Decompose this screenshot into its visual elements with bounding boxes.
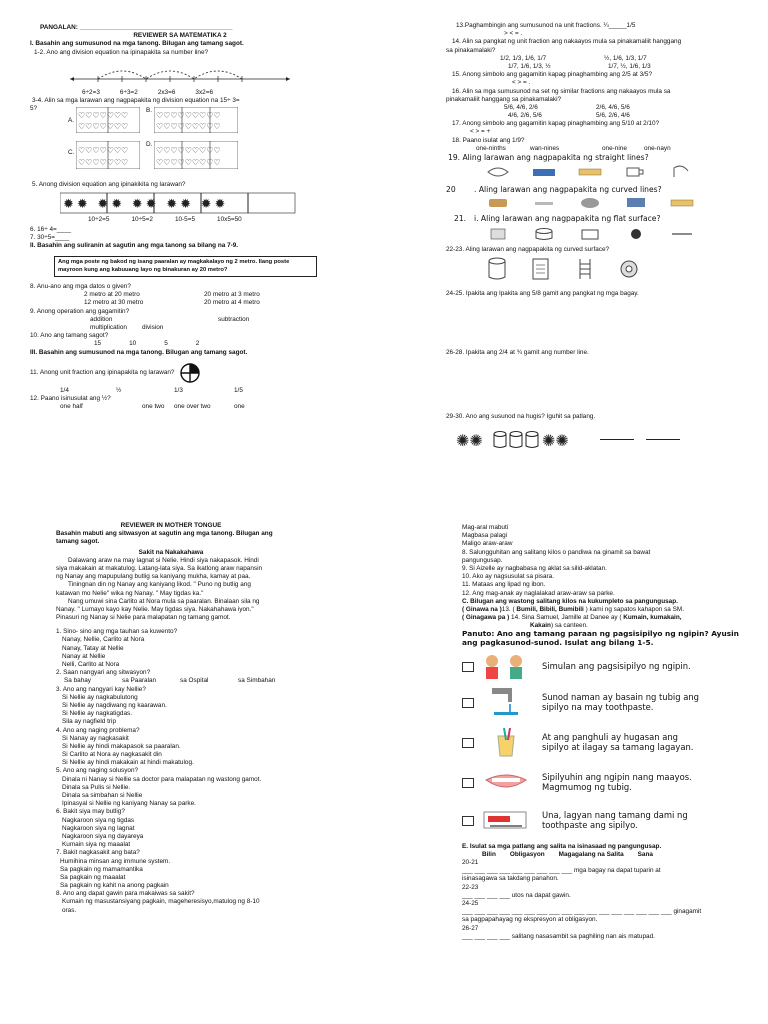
q8-option-1: 2 metro at 20 metro <box>84 291 140 299</box>
can-picture <box>532 227 556 241</box>
q10-option-3: 5 <box>164 340 168 348</box>
q10-option-4: 2 <box>195 340 200 348</box>
panuto-instruction: Panuto: Ano ang tamang paraan ng pagsisipilyo ng ngipin? Ayusin ang pagkasunod-sunod. Isulat ang bilang 1-5. <box>462 629 739 647</box>
math-q19: 19. Aling larawan ang nagpapakita ng straight lines? <box>448 153 649 162</box>
kids-brushing-picture <box>478 653 534 681</box>
mt-q6-option: Nagkaroon siya ng tigdas <box>62 816 135 824</box>
q10-option-1: 15 <box>94 340 102 348</box>
answer-blank-2[interactable] <box>646 439 680 440</box>
grouped-sun-picture <box>60 192 300 214</box>
math-q16-cont: pinakamaliit hanggang sa pinakamalaki? <box>446 95 562 103</box>
svg-text:♡♡♡♡♡♡♡♡♡: ♡♡♡♡♡♡♡♡♡ <box>156 146 221 156</box>
story-line: Pinasuri ng Nanay si Nelie para malapatan ng tamang gamot. <box>56 614 231 622</box>
story-line: Tiningnan din ng Nanay ang kaniyang likod. " Puno ng butlig ang <box>68 581 251 589</box>
word-list-item: Maligo araw-araw <box>462 540 513 548</box>
q8-option-4: 20 metro at 4 metro <box>204 299 260 307</box>
toothpaste-picture <box>478 806 534 836</box>
c14-choice-last: Kakain <box>530 622 551 630</box>
math-q17: 17. Anong simbolo ang gagamitin kapag pinaghambing ang 5/10 at 2/10? <box>452 120 660 128</box>
svg-text:✺✺: ✺✺ <box>542 432 569 450</box>
e20-blanks: ___ ___ ___ ___ ___ ___ ___ ___ ___ mga bagay na dapat tuparin at <box>462 867 661 875</box>
math-q15: 15. Anong simbolo ang gagamitin kapag pinaghambing ang 2/5 at 3/5? <box>452 71 653 79</box>
math-q24: 24-25. Ipakita ang Ipakita ang 5/8 gamit ang pangkat ng mga bagay. <box>446 290 639 298</box>
math-q12: 12. Paano isinusulat ang ½? <box>30 394 111 402</box>
q11-option-2: ½ <box>116 386 122 394</box>
mt-q1-option: Nanay, Nellie, Carlito at Nora <box>62 636 145 644</box>
math-q21: i. Aling larawan ang nagpapakita ng flat surface? <box>474 214 661 224</box>
mt-q3-option: Si Nellie ay nagkabulutong <box>62 693 138 701</box>
c13-suffix: ) kami ng sapatos kahapon sa SM. <box>583 605 685 613</box>
step-answer-box[interactable] <box>462 778 474 788</box>
mt-q3-option: Si Nellie ay nagkatigdas. <box>62 710 132 718</box>
q16-option-3: 4/6, 2/6, 5/6 <box>508 112 542 120</box>
step-text: Simulan ang pagsisipilyo ng ngipin. <box>542 660 691 671</box>
q16-option-2: 2/6, 4/6, 5/6 <box>596 103 630 111</box>
mt-q2-option: Sa bahay <box>64 677 92 685</box>
mt-q6-option: Kumain siya ng maaalat <box>62 841 131 849</box>
q8-option-3: 12 metro at 30 metro <box>84 299 144 307</box>
math-q13: 13.Paghambingin ang sumusunod na unit fractions. ¼_____1/5 <box>456 22 636 29</box>
q18-option-3: one-nine <box>602 144 627 152</box>
q12-option-3: one over two <box>174 403 211 411</box>
e24-label: 24-25 <box>462 900 479 908</box>
q14-option-4: 1/7, ½, 1/6, 1/3 <box>608 62 651 70</box>
q17-symbols: < > = + <box>470 128 491 136</box>
ladder-picture <box>574 257 596 281</box>
option-d-label: D. <box>146 141 153 149</box>
story-text <box>30 557 312 623</box>
step-text: Una, lagyan nang tamang dami ng toothpaste ang sipilyo. <box>542 810 688 830</box>
q9-option-1: addition <box>90 315 113 323</box>
pencil-picture <box>670 227 694 241</box>
mt-q5-option: Dinala sa simbahan si Nellie <box>62 792 143 799</box>
svg-text:♡♡♡♡♡♡♡: ♡♡♡♡♡♡♡ <box>78 146 129 156</box>
math-q9: 9. Anong operation ang gagamitin? <box>30 307 130 315</box>
heart-grid-a <box>76 107 140 133</box>
mt-q2-option: sa Simbahan <box>238 677 276 685</box>
story-line: katawan mo Nelie" wika ng Nanay. " May tigdas ka." <box>56 589 204 597</box>
math-q20: . Aling larawan ang nagpapakita ng curved lines? <box>474 184 662 194</box>
math-q16: 16. Alin sa mga sumusunod na set ng similar fractions ang nakaayos mula sa <box>452 87 671 95</box>
math-q10: 10. Ano ang tamang sagot? <box>30 332 109 340</box>
ball-picture <box>624 227 648 241</box>
math-q26: 26-28. Ipakita ang 2/4 at ¾ gamit ang number line. <box>446 348 589 356</box>
e24-blanks: ___ ___ ___ ___ ___ ___ ___ ___ ___ ___ ___ ___ ___ ___ ___ ___ ___ ginagamit <box>462 908 702 916</box>
q9-option-2: subtraction <box>218 315 250 323</box>
division-pictures <box>68 107 330 171</box>
svg-text:♡♡♡♡♡♡♡: ♡♡♡♡♡♡♡ <box>78 111 129 121</box>
step-text: Sunod naman ay basain ng tubig ang sipilyo na may toothpaste. <box>542 692 699 712</box>
mt-q1-option: Nanay at Nellie <box>62 652 106 660</box>
q14-option-2: ½, 1/6, 1/3, 1/7 <box>604 54 647 62</box>
math-q14-cont: sa pinakamalaki? <box>446 46 496 54</box>
mt-q5-option: Dinala ni Nanay si Nellie sa doctor para malapatan ng wastong gamot. <box>62 775 262 783</box>
c14-prefix: 14. Sina Samuel, Jamille at Danee ay ( <box>509 614 624 622</box>
q9-option-3: multiplication <box>90 324 127 331</box>
story-line: Dalawang araw na may lagnat si Nelie. Hindi siya nakapasok. Hindi <box>68 556 259 564</box>
heart-grid-b <box>154 107 238 133</box>
math-left-column <box>30 24 330 411</box>
quartered-circle-icon <box>180 363 200 383</box>
e24-definition: sa pagpapahayag ng ekspresyon at obligasyon. <box>462 916 598 924</box>
mt-q6: 6. Bakit siya may butlig? <box>56 808 125 816</box>
heart-grid-c <box>76 141 140 169</box>
story-line: Nanay. " Lumayo kayo kay Nelie. May tigdas siya. Nakahahawa iyon." <box>56 605 254 613</box>
q14-option-3: 1/7, 1/6, 1/3, ½ <box>508 62 551 70</box>
step-answer-box[interactable] <box>462 662 474 672</box>
pattern-shapes <box>456 429 588 451</box>
number-line-option-2: 6÷3=2 <box>119 88 138 96</box>
math-q1: 1-2. Ano ang division equation na ipinapakita sa number line? <box>34 48 209 56</box>
c13-prefix: 13. ( <box>501 605 517 613</box>
math-q29: 29-30. Ano ang susunod na hugis? Iguhit sa patlang. <box>446 412 596 420</box>
q8-option-2: 20 metro at 3 metro <box>204 291 260 299</box>
q16-option-4: 5/6, 2/6, 4/6 <box>596 112 630 120</box>
mt-q2-option: sa Ospital <box>180 677 209 685</box>
q21-number: 21. <box>454 214 467 224</box>
q5-option-2: 10÷5=2 <box>131 215 153 223</box>
ruler-picture <box>578 166 602 178</box>
mt-q1-option: Nelli, Carlito at Nora <box>62 661 120 668</box>
mt-q8-option: Kumain ng masustansiyang pagkain, mageheresisyo,matulog ng 8-10 <box>62 898 260 906</box>
mt-q6-option: Nagkaroon siya ng lagnat <box>62 824 135 832</box>
q22-pictures <box>446 256 746 282</box>
toothbrush-steps <box>462 651 748 839</box>
math-q22: 22-23. Aling larawan ang nagpapakita ng curved surface? <box>446 246 610 254</box>
bus-picture <box>624 196 648 210</box>
math-right-column <box>446 22 746 451</box>
water-tap-picture <box>478 686 534 720</box>
q12-option-2: one two <box>142 403 165 411</box>
q10-option-2: 10 <box>129 340 137 348</box>
option-b-label: B. <box>146 107 153 115</box>
svg-text:✹✹ ✹✹ ✹✹ ✹✹ ✹✹: ✹✹ ✹✹ ✹✹ ✹✹ ✹✹ <box>63 195 229 211</box>
mt-b10: 10. Ako ay nagsusulat sa pisara. <box>462 573 555 581</box>
mt-q4-option: Si Carlito at Nora ay nagkasakit din <box>62 751 162 759</box>
mt-q2-option: sa Paaralan <box>122 677 157 685</box>
e22-label: 22-23 <box>462 883 479 891</box>
word-bank-item: Magagalang na Salita <box>558 850 624 858</box>
mt-q3: 3. Ano ang nangyari kay Nellie? <box>56 685 146 693</box>
mt-q5-option: Ipinasyal si Nellie ng kaniyang Nanay sa parke. <box>62 800 196 808</box>
word-problem-box: Ang mga poste ng bakod ng isang paaralan ay magkakalayo ng 2 metro. Ilang poste mayroon kung ang kabuuang layo ng binakuran ay 20 metro? <box>54 256 317 277</box>
q13-symbols: > < = . <box>504 30 523 38</box>
word-list-item: Magbasa palagi <box>462 532 508 540</box>
mt-left-column <box>30 522 312 915</box>
math-q18: 18. Paano isulat ang 1/9? <box>452 136 525 144</box>
mt-q8: 8. Ano ang dapat gawin para makaiwas sa sakit? <box>56 890 195 898</box>
mt-questions <box>30 628 312 915</box>
mt-q7-option: Sa pagkain ng mamamantika <box>60 865 143 873</box>
cylinder-picture <box>486 257 508 281</box>
math-section-3-heading: III. Basahin ang sumusunod na mga tanong. Bilugan ang tamang sagot. <box>30 348 248 356</box>
mt-q3-option: Sila ay nagfield trip <box>62 718 116 726</box>
mt-q1-option: Nanay, Tatay at Nellie <box>62 644 124 652</box>
svg-text:✺✺: ✺✺ <box>456 432 483 450</box>
e22-blanks: ___ ___ ___ ___ utos na dapat gawin. <box>462 891 571 899</box>
math-title: REVIEWER SA MATEMATIKA 2 <box>133 32 227 40</box>
number-line-option-3: 2x3=6 <box>157 88 176 96</box>
number-line-option-1: 6÷2=3 <box>82 88 100 96</box>
q20-pictures <box>446 194 746 212</box>
q20-number: 20 <box>446 184 456 194</box>
mt-right-column <box>462 524 748 941</box>
story-line: Nang umuwi sina Carlito at Nora mula sa paaralan. Binalaan sila ng <box>68 597 260 605</box>
mt-q7-option: Sa pagkain ng kahit na anong pagkain <box>60 882 169 890</box>
leaf-picture <box>486 166 510 178</box>
answer-blank-1[interactable] <box>600 439 634 440</box>
shape-pattern <box>446 429 746 451</box>
bread-picture <box>486 197 510 209</box>
math-q5: 5. Anong division equation ang ipinakikita ng larawan? <box>32 181 186 189</box>
step-answer-box[interactable] <box>462 816 474 826</box>
svg-text:♡♡♡♡♡♡♡: ♡♡♡♡♡♡♡ <box>78 158 129 168</box>
mt-q7-option: Humihina minsan ang immune system. <box>60 857 171 865</box>
math-q7: 7. 30÷5=____ <box>30 233 70 241</box>
q5-option-3: 10-5=5 <box>174 215 196 223</box>
c13-choices: Bumili, Bibili, Bumibili <box>516 605 584 613</box>
mt-q4-option: Si Nellie ay hindi makapasok sa paaralan. <box>62 742 181 750</box>
math-section-1-heading: I. Basahin ang sumusunod na mga tanong. Bilugan ang tamang sagot. <box>30 40 244 48</box>
cube-picture <box>486 227 510 241</box>
mt-b8-cont: pangungusap. <box>462 556 503 564</box>
q5-option-4: 10x5=50 <box>217 215 242 223</box>
mt-b11: 11. Mataas ang lipad ng ibon. <box>462 581 546 589</box>
cup-toothbrush-picture <box>478 726 534 760</box>
q11-option-3: 1/3 <box>174 386 183 394</box>
svg-text:♡♡♡♡♡♡♡: ♡♡♡♡♡♡♡ <box>78 122 129 132</box>
name-field-label: PANGALAN: ___________________________________________ <box>40 24 233 31</box>
e26-blanks: ___ ___ ___ ___ salitang nasasambit sa paghiling nan ais matupad. <box>462 932 655 940</box>
mt-section-e-heading: E. Isulat sa mga patlang ang salita na isinasaad ng pangungusap. <box>462 842 662 850</box>
stick-picture <box>532 197 556 209</box>
math-q14: 14. Alin sa pangkat ng unit fraction ang nakaayos mula sa pinakamaliit hanggang <box>452 38 682 46</box>
mt-b12: 12. Ang mag-anak ay naglalakad araw-araw sa parke. <box>462 589 615 597</box>
q12-option-1: one half <box>60 403 83 411</box>
tape-picture <box>618 257 640 281</box>
mt-q7-option: Sa pagkain ng maaalat <box>60 873 126 881</box>
q19-pictures <box>446 163 746 181</box>
q16-option-1: 5/6, 4/6, 2/6 <box>504 103 538 111</box>
mt-q2: 2. Saan nangyari ang sitwasyon? <box>56 669 151 677</box>
q11-option-1: 1/4 <box>60 386 69 394</box>
q15-symbols: < > = . <box>512 79 531 87</box>
paper-picture <box>530 257 552 281</box>
c14-choices: Kumain, kumakain, <box>623 614 682 622</box>
c13-tense: ( Ginawa na ) <box>462 605 502 613</box>
q12-option-4: one <box>234 403 245 411</box>
q18-option-4: one-nayn <box>644 144 671 152</box>
svg-text:♡♡♡♡♡♡♡♡♡: ♡♡♡♡♡♡♡♡♡ <box>156 158 221 168</box>
svg-text:♡♡♡♡♡♡♡♡♡: ♡♡♡♡♡♡♡♡♡ <box>156 111 221 121</box>
mt-q5: 5. Ano ang naging solusyon? <box>56 767 139 775</box>
option-a-label: A. <box>68 117 75 125</box>
story-title: Sakit na Nakakahawa <box>138 548 204 556</box>
e26-label: 26-27 <box>462 924 479 932</box>
cup-picture <box>624 166 648 178</box>
math-section-2-heading: II. Basahin ang suliranin at sagutin ang mga tanong sa bilang na 7-9. <box>30 242 239 250</box>
math-q8: 8. Anu-ano ang mga datos o given? <box>30 283 131 291</box>
math-q3: 3-4. Alin sa mga larawan ang nagpapakita ng division equation na 15÷ 3= <box>32 96 240 104</box>
story-line: siya makakain at makatulog. Latang-lata siya. Sa ikatlong araw napansin <box>56 564 263 572</box>
step-text: Sipilyuhin ang ngipin nang maayos. Magmumog ng tubig. <box>542 772 692 792</box>
mt-q7: 7. Bakit nagkasakit ang bata? <box>56 849 140 857</box>
word-bank-item: Bilin <box>482 850 496 858</box>
e20-label: 20-21 <box>462 859 479 867</box>
q18-option-2: wan-nines <box>530 144 560 152</box>
word-bank-item: Sana <box>637 850 653 858</box>
step-answer-box[interactable] <box>462 738 474 748</box>
step-text: At ang panghuli ay hugasan ang sipilyo at ilagay sa tamang lagayan. <box>542 732 694 752</box>
mt-q3-option: Si Nellie ay nagdiwang ng kaarawan. <box>62 701 167 709</box>
mt-instruction-2: tamang sagot. <box>56 538 100 546</box>
q5-option-1: 10÷2=5 <box>88 215 110 223</box>
box-picture <box>578 227 602 241</box>
teeth-picture <box>478 766 534 800</box>
step-answer-box[interactable] <box>462 698 474 708</box>
q21-pictures <box>446 224 746 244</box>
mt-q4-option: Si Nanay ay nagkasakit <box>62 734 129 742</box>
svg-text:♡♡♡♡♡♡♡♡♡: ♡♡♡♡♡♡♡♡♡ <box>156 122 221 132</box>
elephant-picture <box>578 196 602 210</box>
mt-q8-option: oras. <box>62 906 77 914</box>
mt-q6-option: Nagkaroon siya ng dayareya <box>62 832 144 840</box>
math-q3-cont: 5? <box>30 105 38 113</box>
ruler-picture-2 <box>670 197 694 209</box>
option-c-label: C. <box>68 149 75 157</box>
word-list-item: Mag-aral mabuti <box>462 524 509 531</box>
mt-instruction-1: Basahin mabuti ang sitwasyon at sagutin ang mga tanong. Bilugan ang <box>56 530 273 538</box>
c14-suffix: ) sa canteen. <box>550 622 588 630</box>
q14-option-1: 1/2, 1/3, 1/6, 1/7 <box>500 54 547 62</box>
mt-b9: 9. Si Aizelle ay nagbabasa ng aklat sa silid-aklatan. <box>462 564 607 572</box>
story-line: ng Nanay ang mapupulang butlig sa kaniyang mukha, kamay at paa. <box>56 573 251 581</box>
blue-bar-picture <box>532 167 556 177</box>
heart-grid-d <box>154 141 238 169</box>
c14-tense: ( Ginagawa pa ) <box>462 614 510 622</box>
mt-q4-option: Si Nellie ay hindi makakain at hindi makatulog. <box>62 759 194 767</box>
mt-section-c-heading: C. Bilugan ang wastong salitang kilos na kukumpleto sa pangungusap. <box>462 597 678 605</box>
q11-option-4: 1/5 <box>234 386 243 394</box>
e20-definition: isinasagawa sa takdang panahon. <box>462 875 559 883</box>
hook-picture <box>670 165 694 179</box>
mt-q4: 4. Ano ang naging problema? <box>56 726 140 734</box>
mt-b8: 8. Salungguhitan ang salitang kilos o pandiwa na ginamit sa bawat <box>462 548 651 556</box>
q18-option-1: one-ninths <box>476 144 506 152</box>
mt-title: REVIEWER IN MOTHER TONGUE <box>120 522 222 529</box>
q9-option-4: division <box>142 324 164 331</box>
word-bank-item: Obligasyon <box>509 850 545 858</box>
number-line-option-4: 3x2=6 <box>195 88 213 96</box>
mt-q5-option: Dinala sa Pulis si Nellie. <box>62 783 131 791</box>
math-q6: 6. 16÷ 4=____ <box>30 225 71 233</box>
mt-q1: 1. Sino- sino ang mga tauhan sa kuwento? <box>56 628 178 636</box>
math-q11: 11. Anong unit fraction ang ipinapakita ng larawan? <box>30 368 175 376</box>
